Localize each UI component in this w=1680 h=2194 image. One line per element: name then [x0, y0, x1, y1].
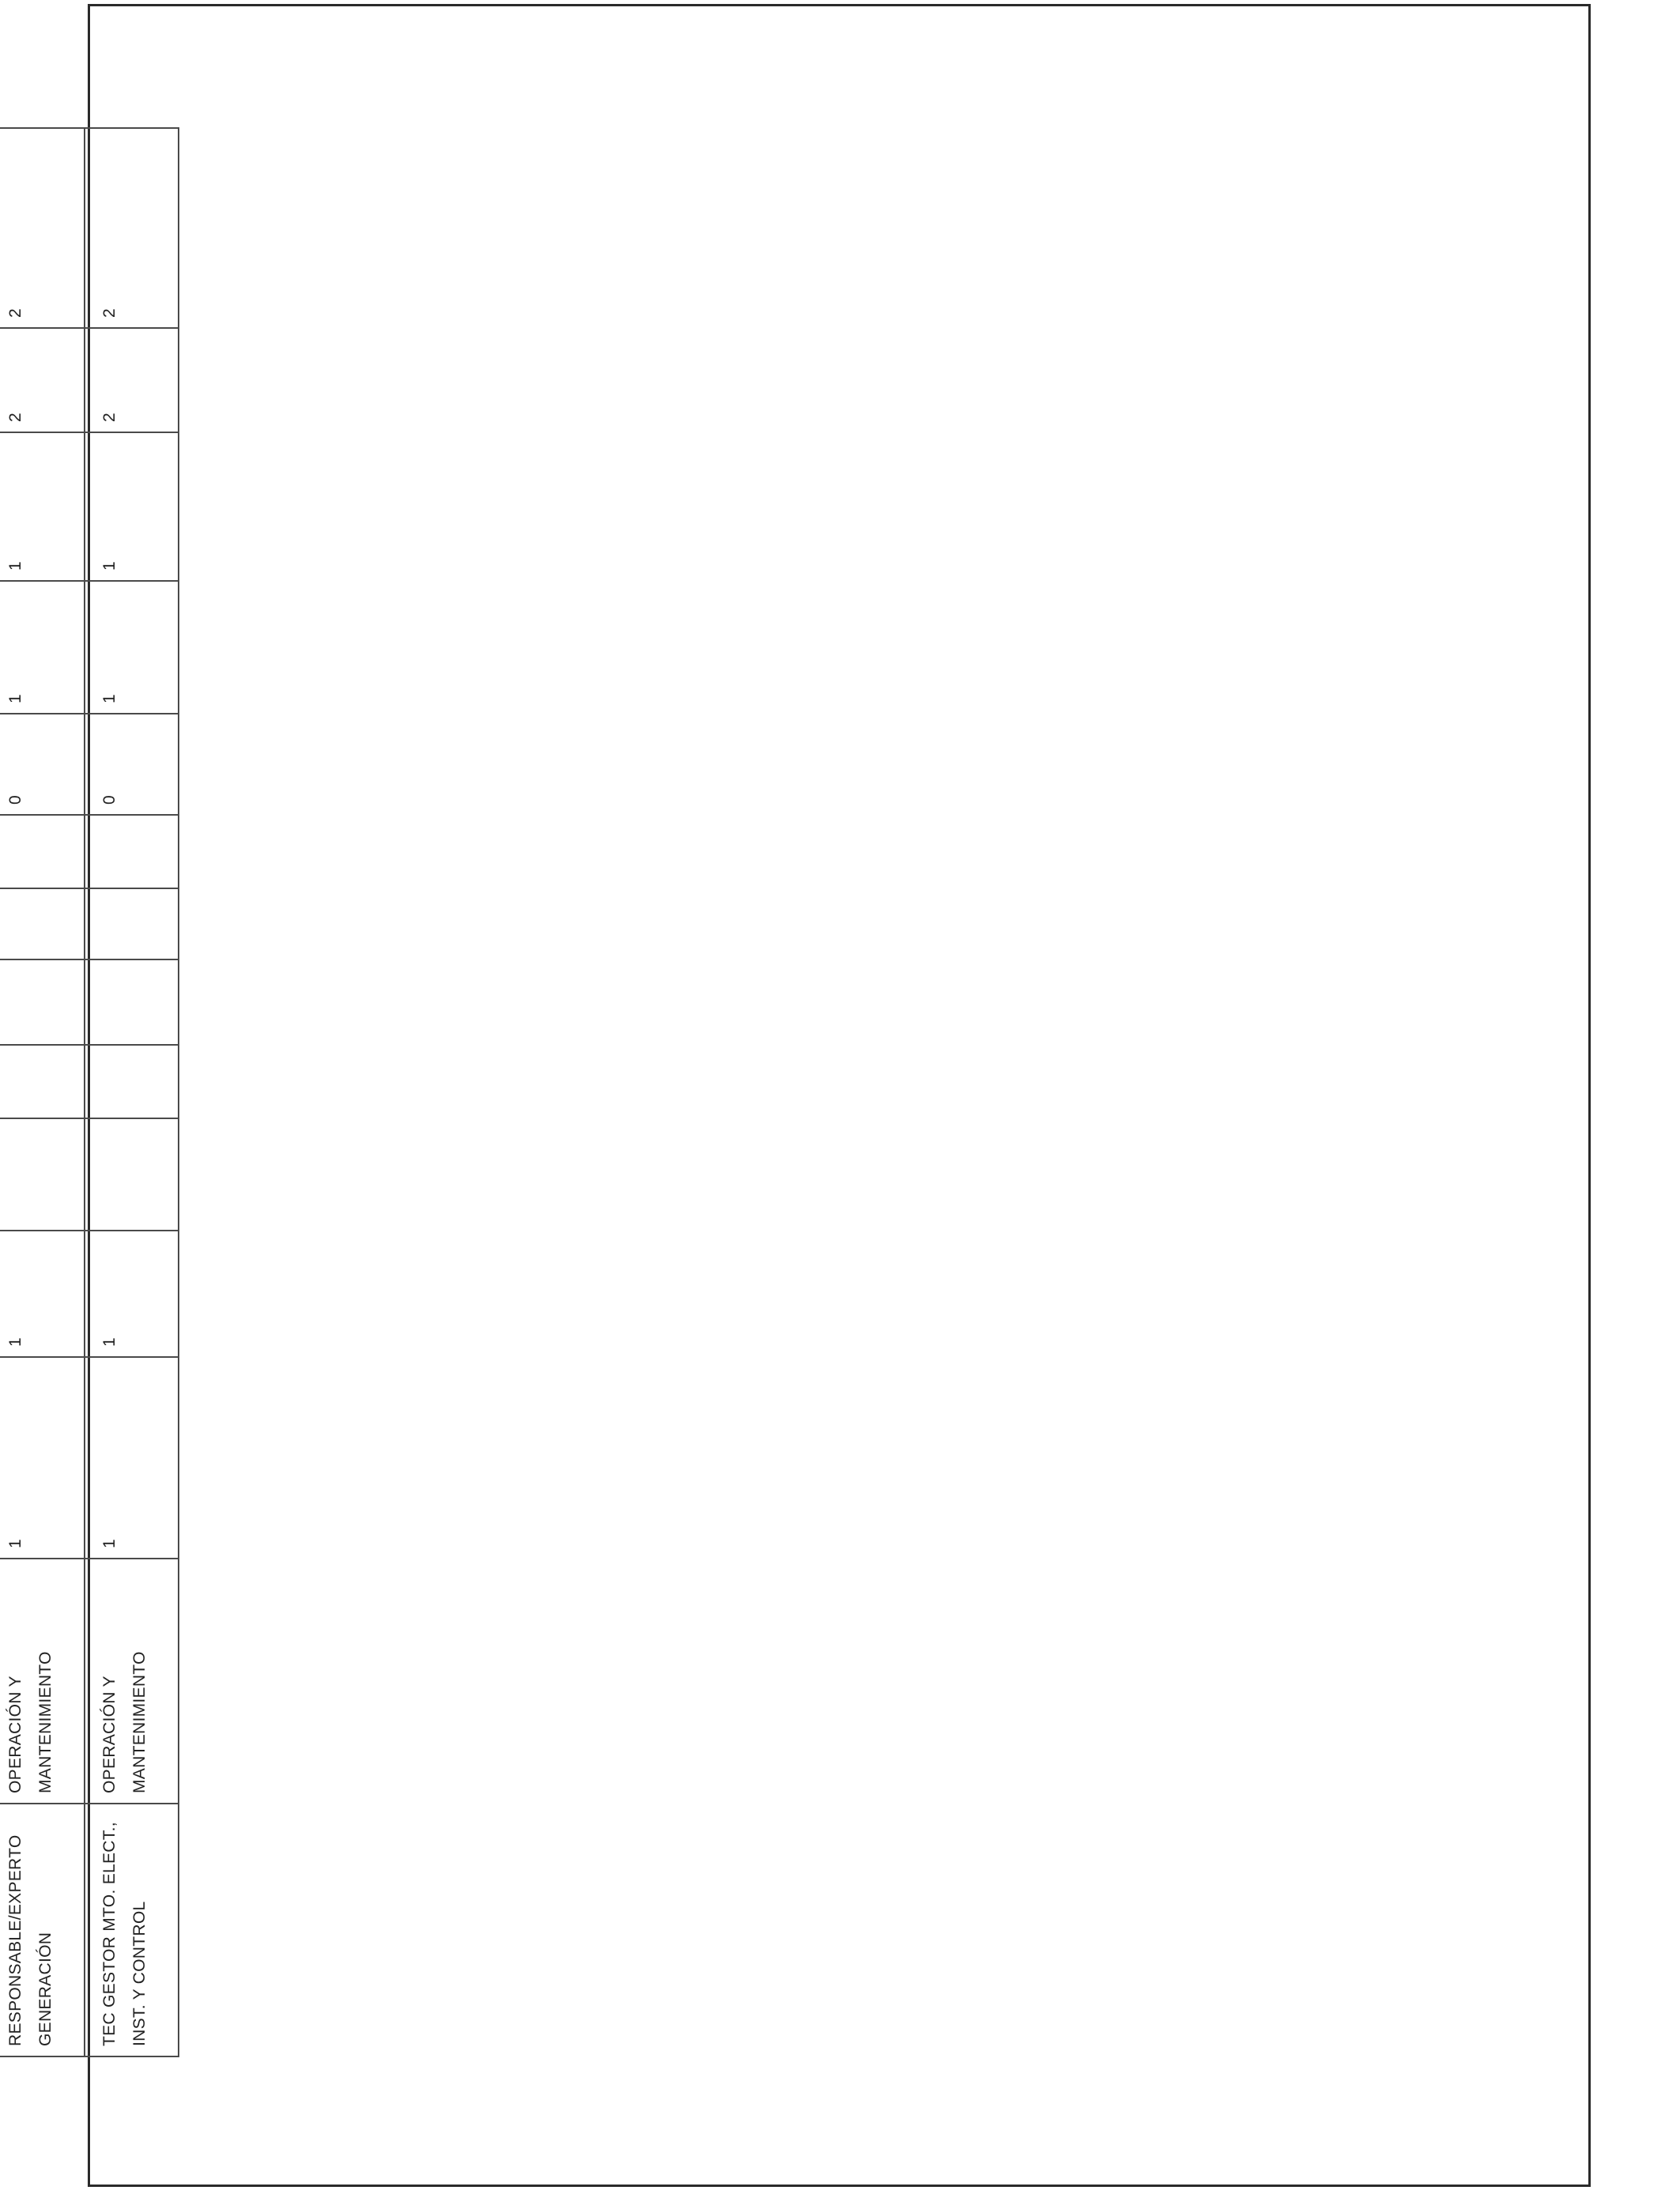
table-cell-col-10: 0 [85, 714, 179, 815]
table-cell-area: OPERACIÓN Y MANTENIMIENTO [85, 1559, 179, 1804]
table-cell-col-12: 1 [0, 432, 85, 581]
table-cell-col-13: 2 [85, 328, 179, 432]
table-cell-col-13: 2 [0, 328, 85, 432]
table-cell-col-8 [85, 888, 179, 959]
table-cell-col-12: 1 [85, 432, 179, 581]
table-cell-col-5 [85, 1118, 179, 1231]
table-cell-col-11: 1 [85, 581, 179, 714]
table-cell-puesto: TEC GESTOR MTO. ELECT., INST. Y CONTROL [85, 1804, 179, 2056]
table-cell-col-11: 1 [0, 581, 85, 714]
table-cell-col-9 [0, 815, 85, 888]
table-cell-col-3: 1 [85, 1357, 179, 1559]
table-cell-col-6 [85, 1045, 179, 1118]
table-cell-col-6 [0, 1045, 85, 1118]
table-cell-col-7 [0, 959, 85, 1045]
table-body [0, 128, 179, 2056]
table-cell-puesto: RESPONSABLE/EXPERTO GENERACIÓN [0, 1804, 85, 2056]
table-cell-col-10: 0 [0, 714, 85, 815]
table-cell-col-5 [0, 1118, 85, 1231]
table-row [0, 128, 85, 2056]
table-cell-area: OPERACIÓN Y MANTENIMIENTO [0, 1559, 85, 1804]
table-cell-col-9 [85, 815, 179, 888]
table-cell-col-4: 1 [85, 1231, 179, 1357]
rotated-table-wrapper [0, 129, 179, 2057]
table-cell-col-14: 2 [0, 128, 85, 328]
table-area [6, 129, 1497, 2057]
table-cell-col-3: 1 [0, 1357, 85, 1559]
table-row [85, 128, 179, 2056]
table-cell-col-7 [85, 959, 179, 1045]
staff-table [0, 127, 179, 2057]
table-cell-col-8 [0, 888, 85, 959]
table-cell-col-4: 1 [0, 1231, 85, 1357]
table-cell-col-14: 2 [85, 128, 179, 328]
